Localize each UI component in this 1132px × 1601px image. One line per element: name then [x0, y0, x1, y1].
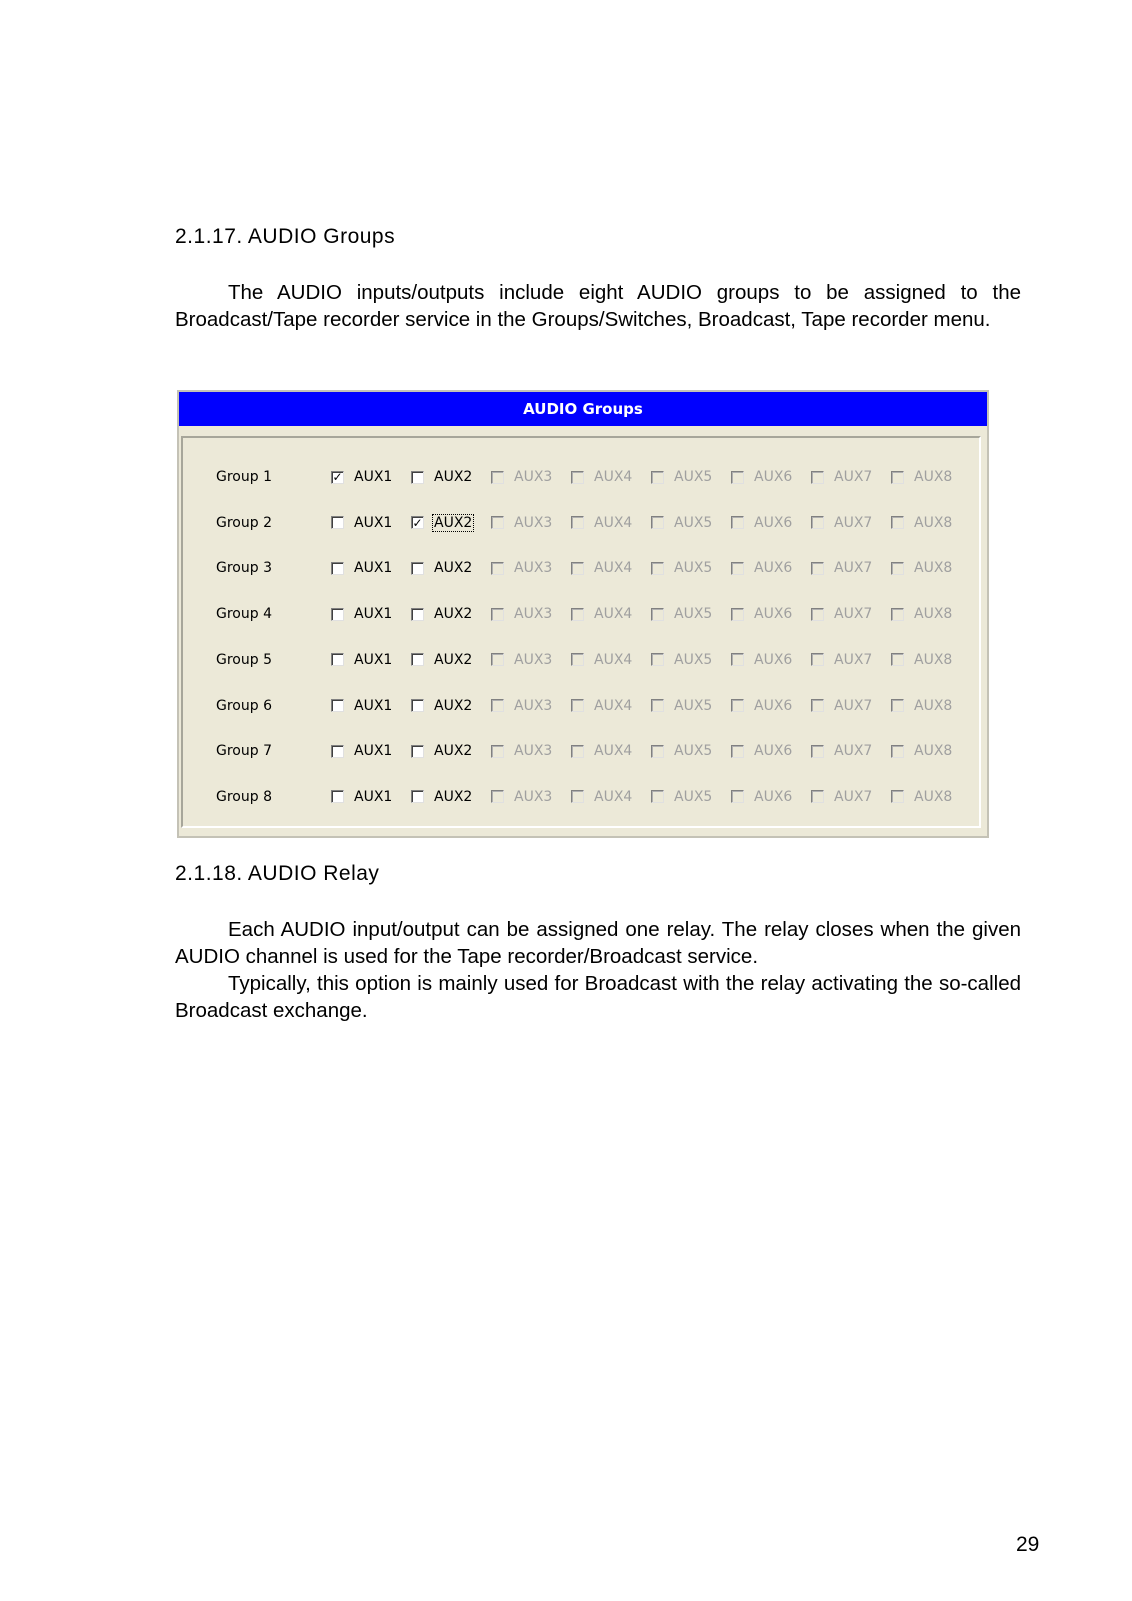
- aux-label: AUX1: [354, 514, 393, 531]
- aux-checkbox-6: [731, 469, 811, 485]
- checkbox: [811, 745, 824, 758]
- group-label: Group 3: [216, 560, 272, 577]
- aux-checkbox-5: [651, 560, 731, 576]
- aux-checkbox-3: [491, 606, 571, 622]
- aux-label: AUX2: [434, 788, 473, 805]
- audio-groups-paragraph: The AUDIO inputs/outputs include eight AUDIO groups to be assigned to the Broadcast/Tape recorder service in the Groups/Switches, Broadcast, Tape recorder menu.: [175, 281, 1021, 331]
- aux-label: AUX5: [674, 606, 713, 623]
- aux-label: AUX8: [914, 560, 953, 577]
- aux-checkbox-3: [491, 743, 571, 759]
- aux-checkbox-6: [731, 789, 811, 805]
- checkbox: [731, 699, 744, 712]
- aux-label: AUX5: [674, 469, 713, 485]
- aux-checkbox-1[interactable]: [331, 789, 411, 805]
- aux-checkbox-1[interactable]: [331, 515, 411, 531]
- checkbox: [811, 562, 824, 575]
- checkbox: [491, 699, 504, 712]
- aux-label: AUX5: [674, 651, 713, 668]
- checkbox: [571, 516, 584, 529]
- group-label: Group 5: [216, 651, 272, 668]
- aux-checkbox-1[interactable]: [331, 606, 411, 622]
- checkbox: [811, 471, 824, 484]
- checkbox: [571, 608, 584, 621]
- aux-checkbox-1[interactable]: [331, 560, 411, 576]
- checkbox: [491, 745, 504, 758]
- aux-label: AUX1: [354, 651, 393, 668]
- checkbox: [891, 745, 904, 758]
- aux-label: AUX8: [914, 514, 953, 531]
- checkbox: [491, 790, 504, 803]
- aux-checkbox-2[interactable]: [411, 698, 491, 714]
- checkbox: [491, 562, 504, 575]
- checkbox: [811, 516, 824, 529]
- checkbox: [571, 471, 584, 484]
- checkbox: [491, 653, 504, 666]
- checkbox: [571, 790, 584, 803]
- aux-label: AUX3: [514, 560, 553, 577]
- audio-relay-paragraph-1: Each AUDIO input/output can be assigned one relay. The relay closes when the given AUDIO channel is used for the Tape recorder/Broadcast service.: [175, 918, 1021, 968]
- aux-checkbox-4: [571, 469, 651, 485]
- checkbox: [571, 745, 584, 758]
- checkbox: [651, 608, 664, 621]
- aux-checkbox-4: [571, 515, 651, 531]
- checkbox[interactable]: [331, 653, 344, 666]
- aux-checkbox-8: [891, 515, 971, 531]
- aux-checkbox-8: [891, 560, 971, 576]
- aux-checkbox-2[interactable]: [411, 743, 491, 759]
- checkbox: [731, 653, 744, 666]
- aux-checkbox-8: [891, 606, 971, 622]
- aux-label: AUX4: [594, 606, 633, 623]
- group-label: Group 6: [216, 697, 272, 714]
- checkbox[interactable]: [411, 699, 424, 712]
- aux-label: AUX4: [594, 651, 633, 668]
- aux-label: AUX4: [594, 788, 633, 805]
- aux-checkbox-5: [651, 515, 731, 531]
- aux-checkbox-5: [651, 698, 731, 714]
- checkbox[interactable]: [331, 562, 344, 575]
- group-row: [216, 650, 971, 670]
- checkbox[interactable]: [411, 471, 424, 484]
- checkbox[interactable]: [411, 653, 424, 666]
- checkbox: [491, 608, 504, 621]
- checkbox: [651, 471, 664, 484]
- checkbox[interactable]: [411, 790, 424, 803]
- aux-checkbox-6: [731, 652, 811, 668]
- checkbox[interactable]: [331, 745, 344, 758]
- aux-checkbox-2[interactable]: [411, 560, 491, 576]
- aux-label: AUX6: [754, 560, 793, 577]
- group-row: [216, 467, 971, 487]
- aux-label: AUX6: [754, 514, 793, 531]
- aux-checkbox-7: [811, 515, 891, 531]
- aux-checkbox-2[interactable]: [411, 789, 491, 805]
- aux-checkbox-2[interactable]: [411, 652, 491, 668]
- aux-label: AUX7: [834, 560, 873, 577]
- aux-checkbox-1[interactable]: [331, 652, 411, 668]
- aux-label: AUX2: [434, 469, 473, 485]
- aux-checkbox-4: [571, 698, 651, 714]
- group-label: Group 7: [216, 743, 272, 760]
- checkbox[interactable]: [411, 608, 424, 621]
- aux-checkbox-8: [891, 789, 971, 805]
- group-label: Group 1: [216, 469, 272, 485]
- aux-checkbox-5: [651, 469, 731, 485]
- section-heading-audio-relay: 2.1.18. AUDIO Relay: [175, 862, 380, 885]
- group-label: Group 2: [216, 514, 272, 531]
- aux-label: AUX2: [434, 743, 473, 760]
- aux-label: AUX7: [834, 788, 873, 805]
- aux-label: AUX3: [514, 514, 553, 531]
- aux-checkbox-6: [731, 698, 811, 714]
- aux-checkbox-8: [891, 698, 971, 714]
- check-mark-icon: ✓: [332, 470, 343, 484]
- aux-checkbox-2[interactable]: [411, 515, 491, 531]
- aux-checkbox-7: [811, 743, 891, 759]
- aux-checkbox-1[interactable]: [331, 469, 411, 485]
- aux-label: AUX1: [354, 743, 393, 760]
- checkbox: [651, 790, 664, 803]
- aux-label: AUX7: [834, 606, 873, 623]
- checkbox: [811, 699, 824, 712]
- aux-label: AUX7: [834, 651, 873, 668]
- aux-label: AUX6: [754, 469, 793, 485]
- group-row: [216, 513, 971, 533]
- groups-panel: [181, 436, 981, 828]
- aux-label: AUX5: [674, 743, 713, 760]
- aux-checkbox-7: [811, 652, 891, 668]
- group-row: [216, 604, 971, 624]
- aux-checkbox-5: [651, 743, 731, 759]
- group-label: Group 4: [216, 606, 272, 623]
- checkbox[interactable]: [331, 608, 344, 621]
- checkbox: [651, 653, 664, 666]
- checkbox: [491, 516, 504, 529]
- aux-label: AUX6: [754, 743, 793, 760]
- aux-label: AUX4: [594, 697, 633, 714]
- checkbox: [651, 699, 664, 712]
- checkbox: [571, 653, 584, 666]
- audio-groups-dialog: [177, 390, 989, 838]
- aux-checkbox-2[interactable]: [411, 606, 491, 622]
- section-heading-audio-groups: 2.1.17. AUDIO Groups: [175, 225, 396, 248]
- aux-label: AUX4: [594, 743, 633, 760]
- aux-checkbox-8: [891, 743, 971, 759]
- checkbox[interactable]: [331, 516, 344, 529]
- aux-label: AUX8: [914, 743, 953, 760]
- aux-checkbox-7: [811, 606, 891, 622]
- aux-checkbox-4: [571, 560, 651, 576]
- checkbox: [891, 471, 904, 484]
- aux-label: AUX8: [914, 469, 953, 485]
- aux-checkbox-4: [571, 743, 651, 759]
- aux-label: AUX6: [754, 697, 793, 714]
- aux-checkbox-8: [891, 469, 971, 485]
- aux-label: AUX5: [674, 560, 713, 577]
- aux-label: AUX6: [754, 651, 793, 668]
- aux-checkbox-7: [811, 789, 891, 805]
- aux-label: AUX5: [674, 788, 713, 805]
- aux-label: AUX2: [434, 651, 473, 668]
- aux-checkbox-5: [651, 652, 731, 668]
- aux-checkbox-3: [491, 515, 571, 531]
- checkbox: [491, 471, 504, 484]
- aux-label: AUX2: [434, 514, 473, 531]
- audio-relay-paragraph-2: Typically, this option is mainly used for Broadcast with the relay activating the so-called Broadcast exchange.: [175, 972, 1021, 1022]
- checkbox: [811, 608, 824, 621]
- aux-label: AUX5: [674, 697, 713, 714]
- aux-label: AUX1: [354, 788, 393, 805]
- aux-checkbox-8: [891, 652, 971, 668]
- checkbox: [731, 608, 744, 621]
- aux-label: AUX2: [434, 606, 473, 623]
- aux-checkbox-7: [811, 560, 891, 576]
- aux-label: AUX5: [674, 514, 713, 531]
- aux-checkbox-6: [731, 606, 811, 622]
- aux-checkbox-5: [651, 789, 731, 805]
- checkbox: [731, 745, 744, 758]
- checkbox: [731, 516, 744, 529]
- aux-label: AUX3: [514, 788, 553, 805]
- aux-label: AUX1: [354, 697, 393, 714]
- checkbox: [891, 790, 904, 803]
- aux-label: AUX1: [354, 469, 393, 485]
- dialog-title: AUDIO Groups: [179, 392, 987, 426]
- checkbox[interactable]: [411, 745, 424, 758]
- checkbox: [891, 608, 904, 621]
- checkbox: [651, 516, 664, 529]
- aux-checkbox-3: [491, 698, 571, 714]
- aux-label: AUX4: [594, 469, 633, 485]
- checkbox: [811, 653, 824, 666]
- checkbox: [891, 699, 904, 712]
- aux-checkbox-6: [731, 743, 811, 759]
- checkbox: [571, 699, 584, 712]
- aux-label: AUX7: [834, 514, 873, 531]
- aux-checkbox-6: [731, 560, 811, 576]
- aux-label: AUX4: [594, 560, 633, 577]
- aux-label: AUX8: [914, 788, 953, 805]
- aux-checkbox-3: [491, 469, 571, 485]
- aux-checkbox-1[interactable]: [331, 743, 411, 759]
- aux-label: AUX6: [754, 788, 793, 805]
- checkbox[interactable]: [331, 471, 344, 484]
- checkbox[interactable]: [331, 790, 344, 803]
- checkbox: [891, 516, 904, 529]
- aux-checkbox-2[interactable]: [411, 469, 491, 485]
- checkbox: [811, 790, 824, 803]
- aux-label: AUX8: [914, 697, 953, 714]
- checkbox[interactable]: [331, 699, 344, 712]
- checkbox: [571, 562, 584, 575]
- aux-checkbox-5: [651, 606, 731, 622]
- group-row: [216, 741, 971, 761]
- checkbox: [651, 745, 664, 758]
- aux-checkbox-3: [491, 652, 571, 668]
- group-row: [216, 787, 971, 807]
- aux-label: AUX1: [354, 560, 393, 577]
- checkbox: [731, 562, 744, 575]
- checkbox[interactable]: [411, 562, 424, 575]
- aux-checkbox-4: [571, 652, 651, 668]
- aux-label: AUX3: [514, 743, 553, 760]
- checkbox: [651, 562, 664, 575]
- aux-label: AUX3: [514, 469, 553, 485]
- aux-label: AUX2: [434, 697, 473, 714]
- checkbox[interactable]: [411, 516, 424, 529]
- checkbox: [891, 653, 904, 666]
- check-mark-icon: ✓: [412, 515, 423, 530]
- aux-checkbox-6: [731, 515, 811, 531]
- aux-label: AUX8: [914, 651, 953, 668]
- group-row: [216, 696, 971, 716]
- aux-label: AUX7: [834, 743, 873, 760]
- page-number: 29: [1016, 1533, 1040, 1556]
- aux-checkbox-3: [491, 789, 571, 805]
- aux-checkbox-7: [811, 698, 891, 714]
- aux-checkbox-4: [571, 606, 651, 622]
- checkbox: [731, 790, 744, 803]
- aux-label: AUX8: [914, 606, 953, 623]
- aux-checkbox-7: [811, 469, 891, 485]
- aux-label: AUX3: [514, 606, 553, 623]
- aux-checkbox-1[interactable]: [331, 698, 411, 714]
- group-label: Group 8: [216, 788, 272, 805]
- checkbox: [891, 562, 904, 575]
- aux-label: AUX4: [594, 514, 633, 531]
- checkbox: [731, 471, 744, 484]
- group-row: [216, 558, 971, 578]
- aux-label: AUX3: [514, 651, 553, 668]
- aux-label: AUX2: [434, 560, 473, 577]
- aux-label: AUX7: [834, 697, 873, 714]
- aux-label: AUX7: [834, 469, 873, 485]
- aux-checkbox-4: [571, 789, 651, 805]
- aux-label: AUX6: [754, 606, 793, 623]
- aux-label: AUX3: [514, 697, 553, 714]
- aux-checkbox-3: [491, 560, 571, 576]
- aux-label: AUX1: [354, 606, 393, 623]
